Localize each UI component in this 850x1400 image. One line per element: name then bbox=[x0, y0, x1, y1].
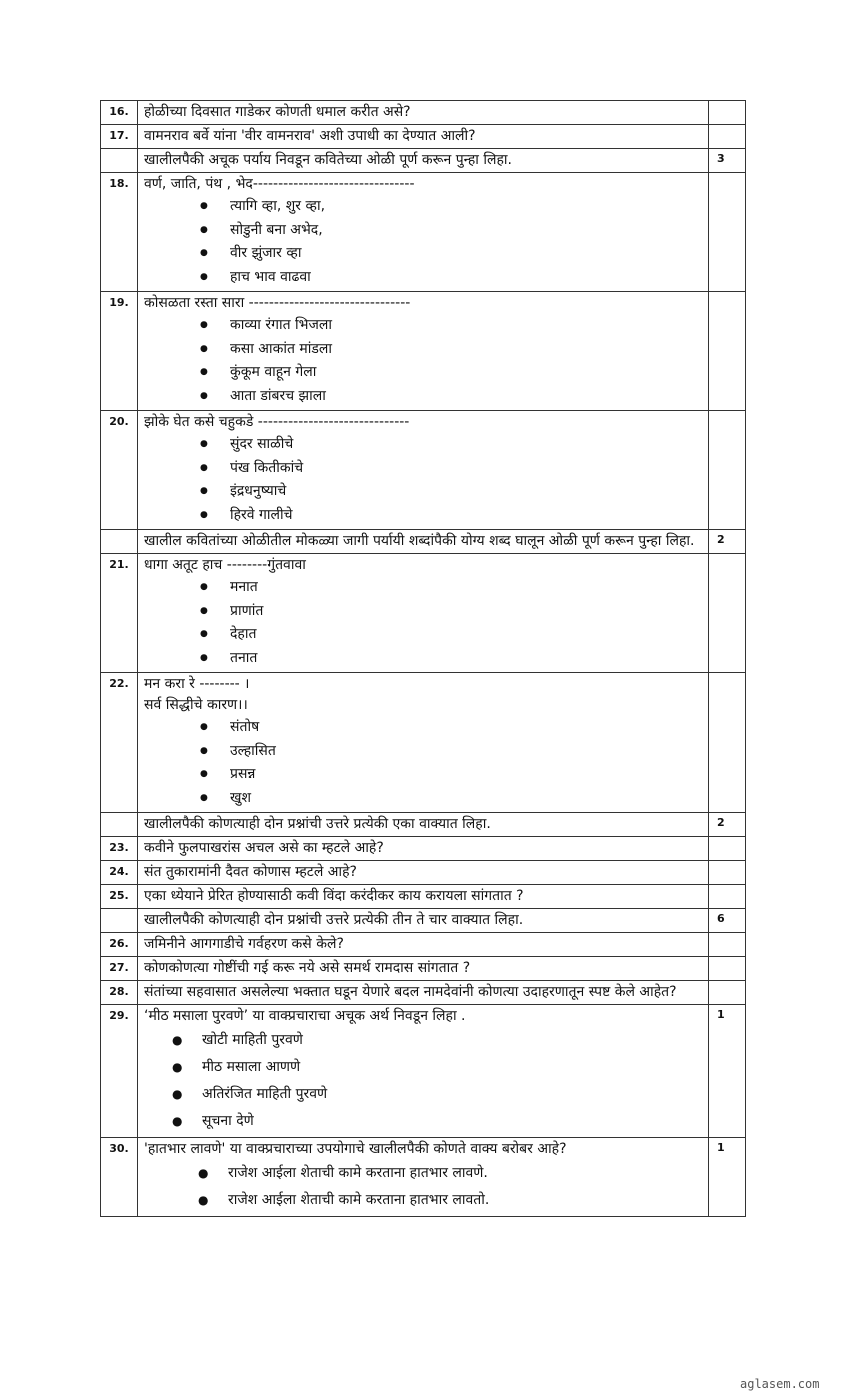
question-number: 24. bbox=[101, 861, 138, 885]
marks-cell bbox=[709, 957, 746, 981]
question-row bbox=[101, 885, 746, 909]
question-number: 23. bbox=[101, 837, 138, 861]
marks-cell bbox=[709, 292, 746, 411]
question-cell bbox=[138, 885, 709, 909]
question-row bbox=[101, 837, 746, 861]
instruction-cell bbox=[138, 530, 709, 554]
question-number: 20. bbox=[101, 411, 138, 530]
option-item: ● हाच भाव वाढवा bbox=[200, 266, 702, 290]
option-item: ● सूचना देणे bbox=[172, 1108, 702, 1135]
instruction-text: खालीलपैकी अचूक पर्याय निवडून कवितेच्या ओळी पूर्ण करून पुन्हा लिहा. bbox=[144, 152, 512, 168]
question-row bbox=[101, 861, 746, 885]
marks-cell: 1 bbox=[709, 1005, 746, 1138]
question-text: एका ध्येयाने प्रेरित होण्यासाठी कवी विंदा करंदीकर काय करायला सांगतात ? bbox=[144, 888, 524, 904]
question-cell bbox=[138, 101, 709, 125]
marks-cell bbox=[709, 673, 746, 813]
option-item: ● इंद्रधनुष्याचे bbox=[200, 480, 702, 504]
option-item: ● संतोष bbox=[200, 716, 702, 740]
instruction-cell bbox=[138, 813, 709, 837]
marks-cell bbox=[709, 933, 746, 957]
marks-cell bbox=[709, 554, 746, 673]
option-item: ● काव्या रंगात भिजला bbox=[200, 314, 702, 338]
marks-cell: 2 bbox=[709, 813, 746, 837]
question-text: कवीने फुलपाखरांस अचल असे का म्हटले आहे? bbox=[144, 840, 384, 856]
question-row bbox=[101, 411, 746, 530]
marks-cell: 6 bbox=[709, 909, 746, 933]
option-item: ● मीठ मसाला आणणे bbox=[172, 1054, 702, 1081]
option-item: ● सुंदर साळीचे bbox=[200, 433, 702, 457]
marks-cell bbox=[709, 101, 746, 125]
option-item: ● कुंकूम वाहून गेला bbox=[200, 361, 702, 385]
option-item: ● सोडुनी बना अभेद, bbox=[200, 219, 702, 243]
options-list bbox=[144, 1160, 702, 1214]
question-cell bbox=[138, 673, 709, 813]
options-list bbox=[144, 433, 702, 527]
question-text: कोसळता रस्ता सारा -------------------------------- bbox=[144, 295, 411, 311]
question-cell bbox=[138, 554, 709, 673]
question-cell bbox=[138, 411, 709, 530]
question-cell bbox=[138, 837, 709, 861]
question-row bbox=[101, 981, 746, 1005]
question-cell bbox=[138, 1005, 709, 1138]
question-number: 29. bbox=[101, 1005, 138, 1138]
question-text: संतांच्या सहवासात असलेल्या भक्तात घडून येणारे बदल नामदेवांनी कोणत्या उदाहरणातून स्पष्ट केले आहेत? bbox=[144, 984, 677, 1000]
option-item: ● राजेश आईला शेताची कामे करताना हातभार लावणे. bbox=[198, 1160, 702, 1187]
option-item: ● वीर झुंजार व्हा bbox=[200, 242, 702, 266]
option-item: ● पंख कितीकांचे bbox=[200, 457, 702, 481]
question-cell bbox=[138, 1138, 709, 1217]
instruction-cell bbox=[138, 149, 709, 173]
instruction-row bbox=[101, 149, 746, 173]
question-cell bbox=[138, 981, 709, 1005]
instruction-cell bbox=[138, 909, 709, 933]
instruction-text: खालील कवितांच्या ओळीतील मोकळ्या जागी पर्यायी शब्दांपैकी योग्य शब्द घालून ओळी पूर्ण करून पुन्हा लिहा. bbox=[144, 533, 695, 549]
question-text: वामनराव बर्वे यांना 'वीर वामनराव' अशी उपाधी का देण्यात आली? bbox=[144, 128, 476, 144]
option-item: ● तनात bbox=[200, 647, 702, 671]
question-text: झोके घेत कसे चहुकडे ------------------------------ bbox=[144, 414, 410, 430]
question-text: मन करा रे -------- । bbox=[144, 676, 250, 692]
marks-cell bbox=[709, 981, 746, 1005]
options-list bbox=[144, 1027, 702, 1135]
instruction-row bbox=[101, 909, 746, 933]
question-cell bbox=[138, 173, 709, 292]
question-row bbox=[101, 933, 746, 957]
marks-cell bbox=[709, 837, 746, 861]
options-list bbox=[144, 195, 702, 289]
options-list bbox=[144, 716, 702, 810]
question-text: वर्ण, जाति, पंथ , भेद-------------------------------- bbox=[144, 176, 415, 192]
question-number: 28. bbox=[101, 981, 138, 1005]
question-cell bbox=[138, 292, 709, 411]
question-row bbox=[101, 173, 746, 292]
option-item: ● खुश bbox=[200, 787, 702, 811]
question-text: धागा अतूट हाच --------गुंतवावा bbox=[144, 557, 306, 573]
question-number: 19. bbox=[101, 292, 138, 411]
option-item: ● उल्हासित bbox=[200, 740, 702, 764]
marks-cell: 2 bbox=[709, 530, 746, 554]
marks-cell bbox=[709, 885, 746, 909]
option-item: ● देहात bbox=[200, 623, 702, 647]
option-item: ● राजेश आईला शेताची कामे करताना हातभार लावतो. bbox=[198, 1187, 702, 1214]
question-text-line-2: सर्व सिद्धीचे कारण।। bbox=[144, 697, 248, 713]
option-item: ● आता डांबरच झाला bbox=[200, 385, 702, 409]
option-item: ● प्रसन्न bbox=[200, 763, 702, 787]
question-cell bbox=[138, 125, 709, 149]
question-number: 27. bbox=[101, 957, 138, 981]
question-table bbox=[100, 100, 746, 1217]
question-row bbox=[101, 957, 746, 981]
option-item: ● मनात bbox=[200, 576, 702, 600]
option-item: ● हिरवे गालीचे bbox=[200, 504, 702, 528]
question-text: संत तुकारामांनी दैवत कोणास म्हटले आहे? bbox=[144, 864, 357, 880]
question-row bbox=[101, 1005, 746, 1138]
question-row bbox=[101, 101, 746, 125]
question-number bbox=[101, 149, 138, 173]
question-text: कोणकोणत्या गोष्टींची गई करू नये असे समर्थ रामदास सांगतात ? bbox=[144, 960, 471, 976]
option-item: ● अतिरंजित माहिती पुरवणे bbox=[172, 1081, 702, 1108]
question-text: होळीच्या दिवसात गाडेकर कोणती धमाल करीत असे? bbox=[144, 104, 411, 120]
question-number bbox=[101, 530, 138, 554]
options-list bbox=[144, 314, 702, 408]
option-item: ● कसा आकांत मांडला bbox=[200, 338, 702, 362]
instruction-row bbox=[101, 813, 746, 837]
option-item: ● त्यागि व्हा, शुर व्हा, bbox=[200, 195, 702, 219]
question-cell bbox=[138, 933, 709, 957]
question-row bbox=[101, 292, 746, 411]
question-number: 26. bbox=[101, 933, 138, 957]
question-text: जमिनीने आगगाडीचे गर्वहरण कसे केले? bbox=[144, 936, 344, 952]
marks-cell: 1 bbox=[709, 1138, 746, 1217]
option-item: ● प्राणांत bbox=[200, 600, 702, 624]
options-list bbox=[144, 576, 702, 670]
instruction-row bbox=[101, 530, 746, 554]
marks-cell bbox=[709, 125, 746, 149]
question-number bbox=[101, 909, 138, 933]
question-cell bbox=[138, 861, 709, 885]
question-number: 22. bbox=[101, 673, 138, 813]
question-row bbox=[101, 125, 746, 149]
instruction-text: खालीलपैकी कोणत्याही दोन प्रश्नांची उत्तरे प्रत्येकी तीन ते चार वाक्यात लिहा. bbox=[144, 912, 524, 928]
watermark-footer: aglasem.com bbox=[740, 1377, 820, 1391]
question-cell bbox=[138, 957, 709, 981]
question-row bbox=[101, 673, 746, 813]
question-text: 'हातभार लावणे' या वाक्प्रचाराच्या उपयोगाचे खालीलपैकी कोणते वाक्य बरोबर आहे? bbox=[144, 1141, 567, 1157]
question-number bbox=[101, 813, 138, 837]
marks-cell: 3 bbox=[709, 149, 746, 173]
question-row bbox=[101, 554, 746, 673]
instruction-text: खालीलपैकी कोणत्याही दोन प्रश्नांची उत्तरे प्रत्येकी एका वाक्यात लिहा. bbox=[144, 816, 491, 832]
question-row bbox=[101, 1138, 746, 1217]
marks-cell bbox=[709, 173, 746, 292]
option-item: ● खोटी माहिती पुरवणे bbox=[172, 1027, 702, 1054]
marks-cell bbox=[709, 411, 746, 530]
question-number: 17. bbox=[101, 125, 138, 149]
marks-cell bbox=[709, 861, 746, 885]
question-number: 16. bbox=[101, 101, 138, 125]
question-text: ‘मीठ मसाला पुरवणे’ या वाक्प्रचाराचा अचूक अर्थ निवडून लिहा . bbox=[144, 1008, 466, 1024]
question-number: 25. bbox=[101, 885, 138, 909]
question-number: 30. bbox=[101, 1138, 138, 1217]
question-number: 21. bbox=[101, 554, 138, 673]
question-number: 18. bbox=[101, 173, 138, 292]
